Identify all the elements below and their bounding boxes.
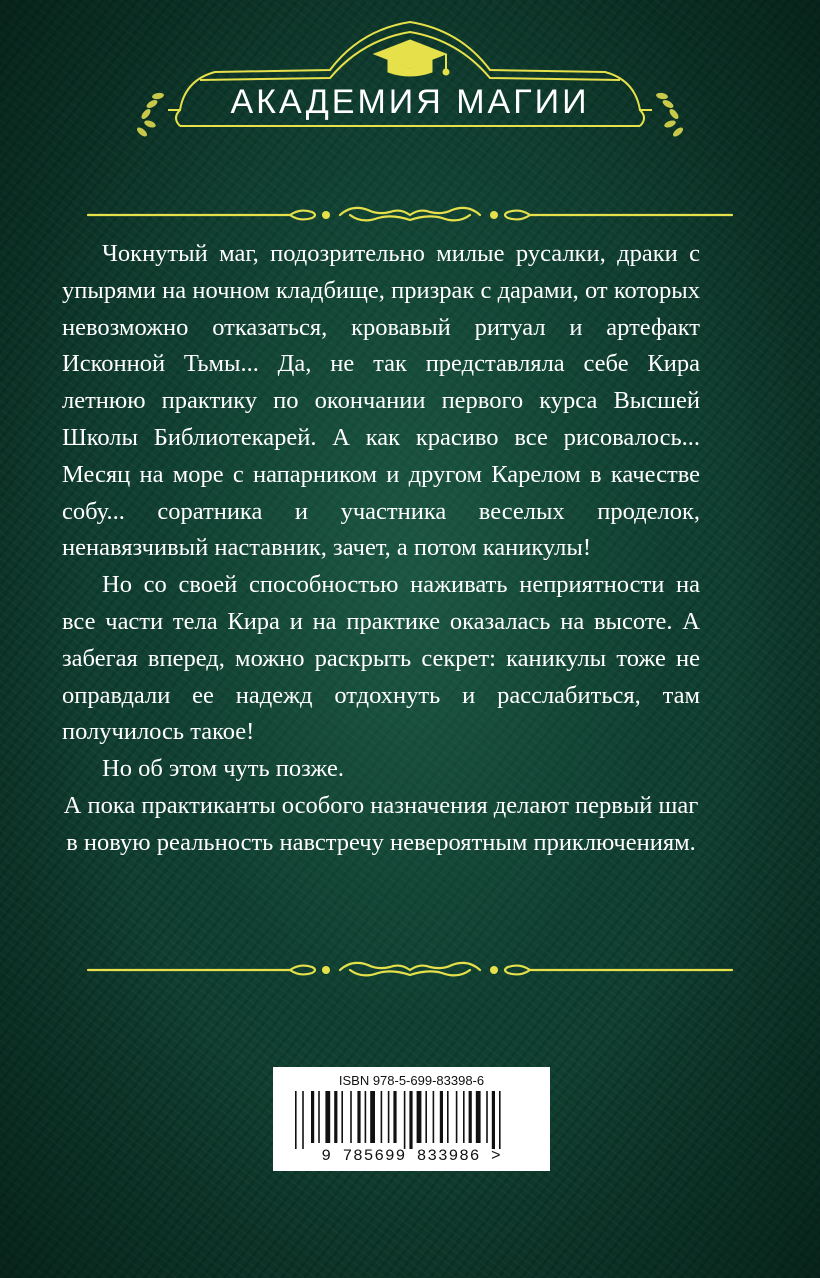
barcode-bar bbox=[499, 1091, 501, 1149]
barcode-bar bbox=[404, 1091, 406, 1149]
series-title: АКАДЕМИЯ МАГИИ bbox=[230, 83, 590, 121]
series-frame-ornament bbox=[0, 0, 820, 160]
barcode-bar bbox=[381, 1091, 383, 1143]
blurb-paragraph-3: Но об этом чуть позже. bbox=[102, 755, 344, 783]
barcode-bar bbox=[456, 1091, 458, 1143]
barcode-bar bbox=[334, 1091, 337, 1143]
isbn-label: ISBN 978-5-699-83398-6 bbox=[338, 1073, 485, 1088]
barcode-bar bbox=[433, 1091, 435, 1143]
barcode-bar bbox=[492, 1091, 495, 1149]
blurb-paragraph-1: Чокнутый маг, подозрительно милые русалки, драки с упырями на ночном кладбище, призрак с дарами, от которых невозможно отказаться, кровавый ритуал и артефакт Исконной Тьмы... Да, не так представляла себе Кира летнюю практику по окончании первого курса Высшей Школы Библиотекарей. А как красиво все рисовалось... Месяц на море с напарником и другом Карелом в качестве собу... соратника и участника веселых проделок, ненавязчивый наставник, зачет, а потом каникулы! bbox=[62, 240, 700, 562]
barcode-bar bbox=[388, 1091, 390, 1143]
barcode-bar bbox=[370, 1091, 375, 1143]
barcode-bar bbox=[350, 1091, 352, 1143]
barcode-bar bbox=[447, 1091, 449, 1143]
barcode-bar bbox=[311, 1091, 314, 1143]
ean-digits: 9 785699 833986 > bbox=[321, 1147, 502, 1165]
barcode-bars bbox=[281, 1091, 542, 1149]
series-header bbox=[0, 0, 820, 160]
barcode-bar bbox=[463, 1091, 465, 1143]
barcode-bar bbox=[365, 1091, 367, 1143]
barcode-bar bbox=[417, 1091, 422, 1143]
barcode-bar bbox=[393, 1091, 396, 1143]
barcode-bar bbox=[469, 1091, 472, 1143]
barcode-bar bbox=[409, 1091, 412, 1149]
barcode-bar bbox=[486, 1091, 488, 1143]
barcode-bar bbox=[341, 1091, 343, 1143]
barcode-bar bbox=[302, 1091, 304, 1149]
blurb-paragraph-2: Но со своей способностью наживать неприятности на все части тела Кира и на практике оказалась на высоте. А забегая вперед, можно раскрыть секрет: каникулы тоже не оправдали ее надежд отдохнуть и расслабиться, там получилось такое! bbox=[62, 571, 700, 746]
isbn-barcode bbox=[273, 1067, 550, 1171]
barcode-bar bbox=[425, 1091, 427, 1143]
barcode-bar bbox=[357, 1091, 360, 1143]
book-description bbox=[62, 236, 700, 862]
barcode-bar bbox=[476, 1091, 481, 1143]
blurb-paragraph-4: А пока практиканты особого назначения делают первый шаг в новую реальность навстречу невероятным приключениям. bbox=[63, 791, 699, 856]
barcode-bar bbox=[318, 1091, 320, 1143]
bottom-ornament-divider bbox=[0, 955, 820, 985]
barcode-bar bbox=[325, 1091, 330, 1143]
graduation-cap-icon bbox=[374, 40, 449, 76]
top-ornament-divider bbox=[0, 200, 820, 230]
barcode-bar bbox=[295, 1091, 297, 1149]
barcode-bar bbox=[440, 1091, 443, 1143]
